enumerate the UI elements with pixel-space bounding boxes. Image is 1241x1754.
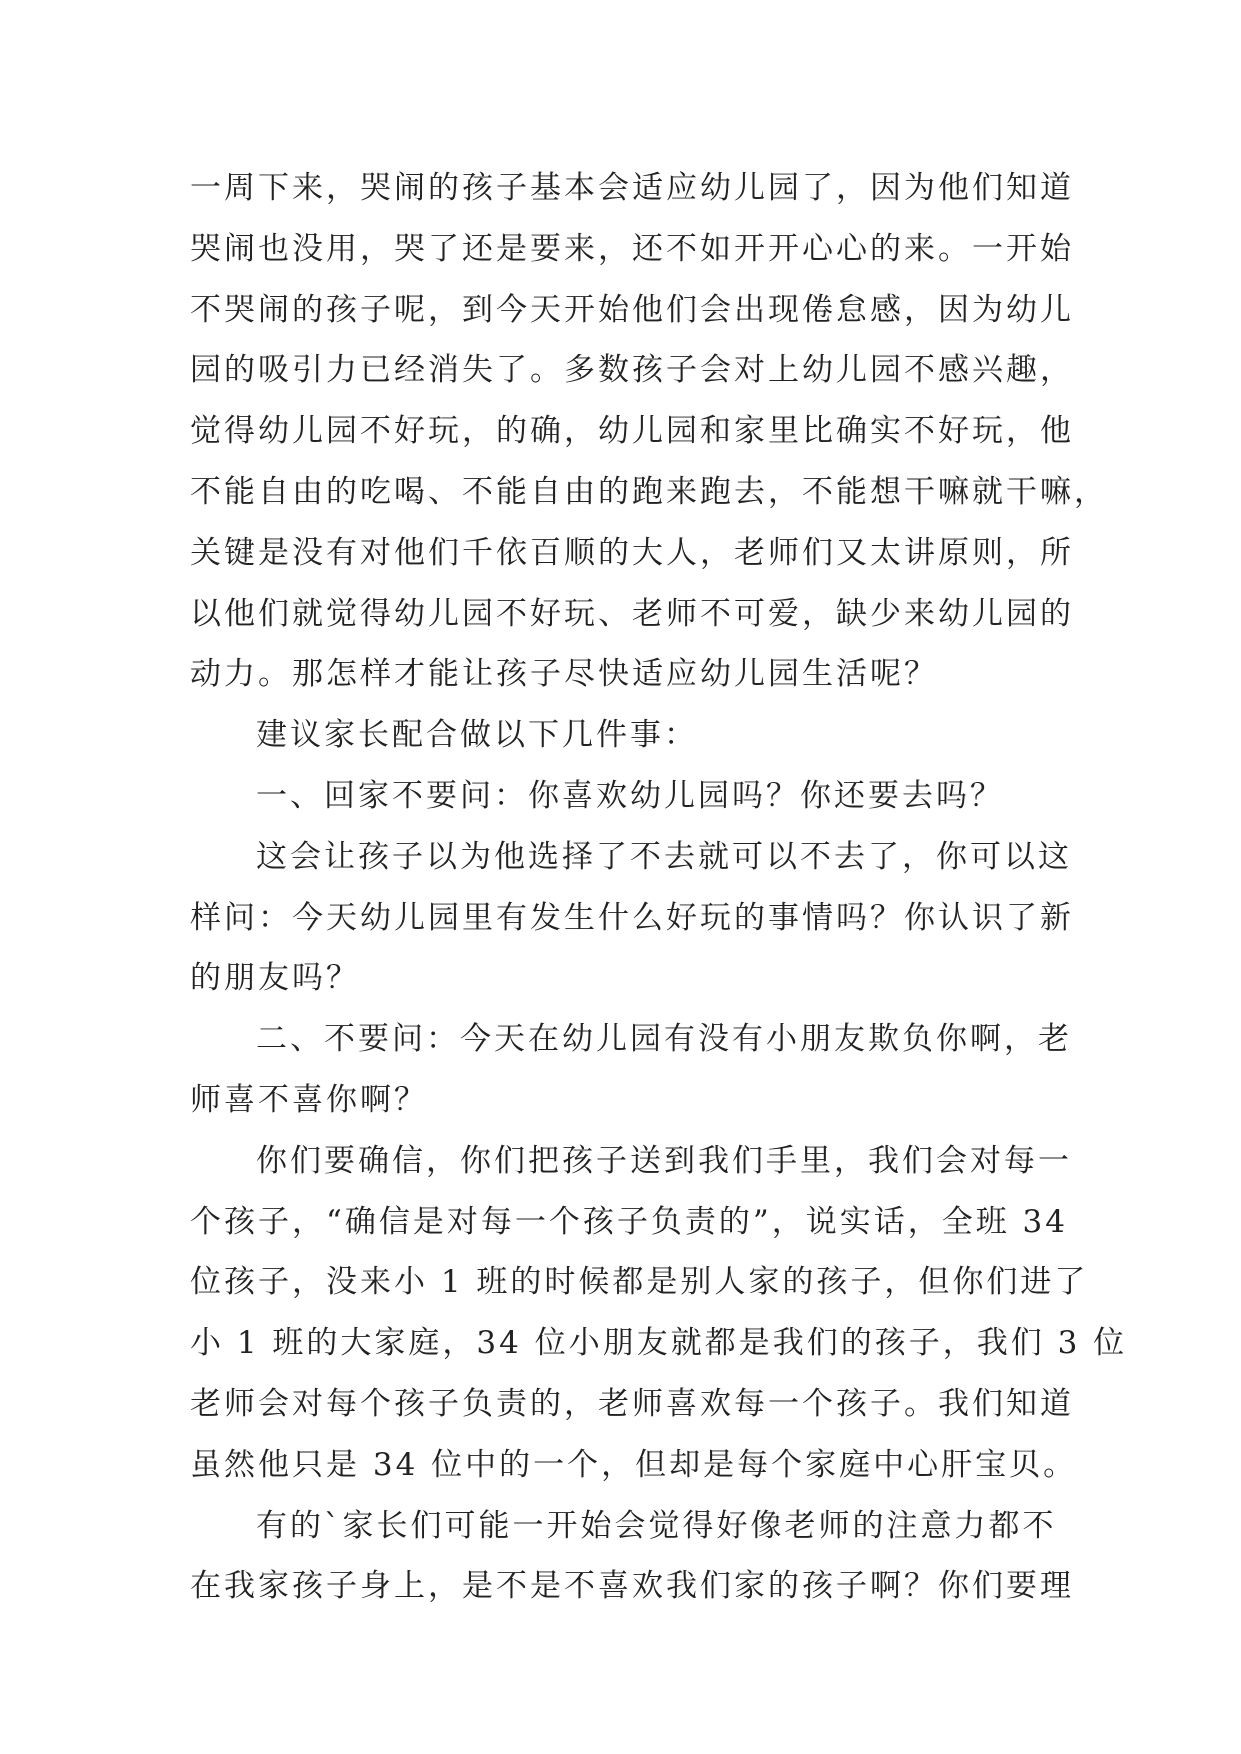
text-line: 虽然他只是 34 位中的一个，但却是每个家庭中心肝宝贝。 xyxy=(190,1446,1078,1483)
text-line: 个孩子，“确信是对每一个孩子负责的”，说实话，全班 34 xyxy=(190,1203,1068,1240)
text-line: 这会让孩子以为他选择了不去就可以不去了，你可以这 xyxy=(256,838,1072,875)
text-line: 关键是没有对他们千依百顺的大人，老师们又太讲原则，所 xyxy=(190,534,1074,571)
text-line: 哭闹也没用，哭了还是要来，还不如开开心心的来。一开始 xyxy=(190,230,1074,267)
text-line: 师喜不喜你啊？ xyxy=(190,1081,428,1118)
text-line: 在我家孩子身上，是不是不喜欢我们家的孩子啊？你们要理 xyxy=(190,1568,1074,1605)
text-line: 位孩子，没来小 1 班的时候都是别人家的孩子，但你们进了 xyxy=(190,1264,1089,1301)
text-line: 你们要确信，你们把孩子送到我们手里，我们会对每一 xyxy=(256,1142,1072,1179)
text-line: 二、不要问：今天在幼儿园有没有小朋友欺负你啊，老 xyxy=(256,1021,1072,1058)
text-line: 园的吸引力已经消失了。多数孩子会对上幼儿园不感兴趣， xyxy=(190,352,1074,389)
text-line: 觉得幼儿园不好玩，的确，幼儿园和家里比确实不好玩，他 xyxy=(190,413,1074,450)
document-body xyxy=(190,158,1128,1617)
text-line: 的朋友吗？ xyxy=(190,960,360,997)
text-line: 以他们就觉得幼儿园不好玩、老师不可爱，缺少来幼儿园的 xyxy=(190,595,1074,632)
text-line: 一周下来，哭闹的孩子基本会适应幼儿园了，因为他们知道 xyxy=(190,170,1074,206)
text-line: 小 1 班的大家庭，34 位小朋友就都是我们的孩子，我们 3 位 xyxy=(190,1325,1128,1362)
text-line: 老师会对每个孩子负责的，老师喜欢每一个孩子。我们知道 xyxy=(190,1385,1074,1422)
text-line: 样问：今天幼儿园里有发生什么好玩的事情吗？你认识了新 xyxy=(190,899,1074,936)
text-line: 一、回家不要问：你喜欢幼儿园吗？你还要去吗？ xyxy=(256,777,1004,814)
text-line: 建议家长配合做以下几件事： xyxy=(256,717,698,754)
text-line: 动力。那怎样才能让孩子尽快适应幼儿园生活呢？ xyxy=(190,656,938,693)
text-line: 有的`家长们可能一开始会觉得好像老师的注意力都不 xyxy=(256,1507,1057,1544)
text-line: 不能自由的吃喝、不能自由的跑来跑去，不能想干嘛就干嘛， xyxy=(190,473,1108,510)
text-line: 不哭闹的孩子呢，到今天开始他们会出现倦怠感，因为幼儿 xyxy=(190,291,1074,328)
